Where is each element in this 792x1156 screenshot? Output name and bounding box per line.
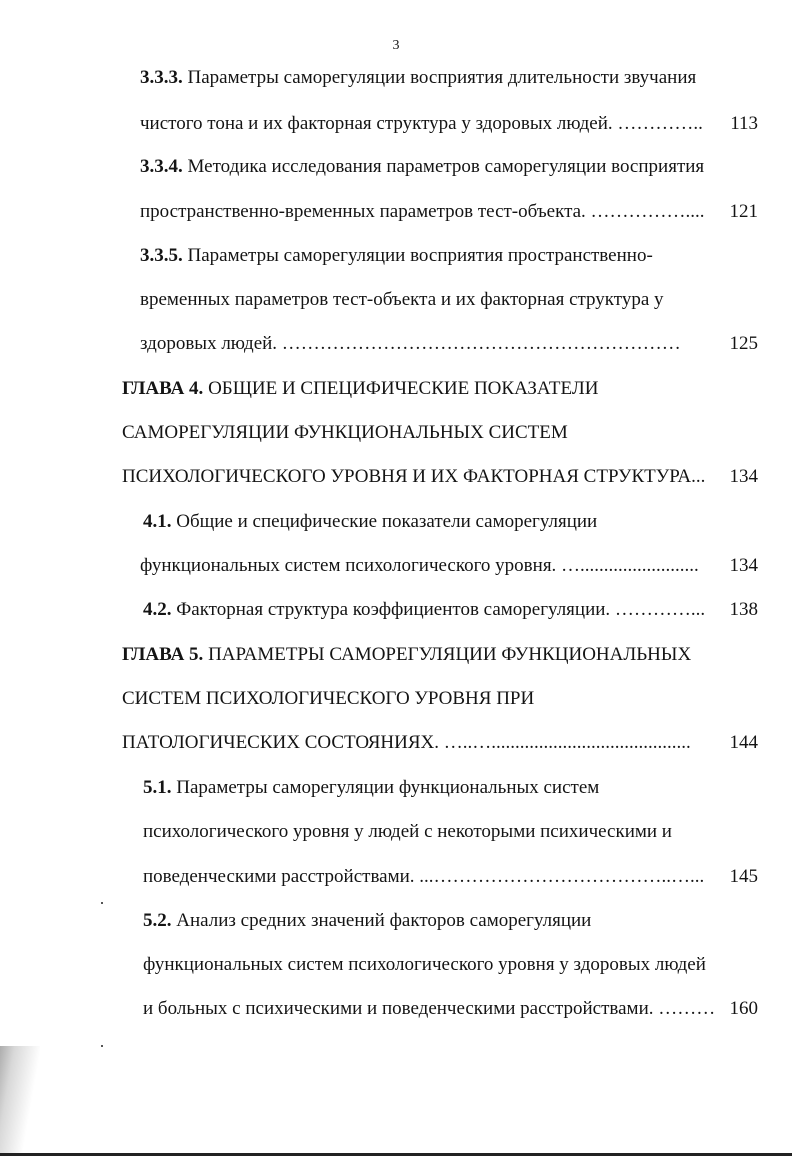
toc-entry-line: функциональных систем психологического уровня у здоровых людей	[143, 954, 706, 975]
toc-entry-line	[140, 244, 653, 268]
toc-entry-line: СИСТЕМ ПСИХОЛОГИЧЕСКОГО УРОВНЯ ПРИ	[122, 688, 535, 709]
entry-text: Факторная структура коэффициентов саморегуляции. …………...	[176, 599, 706, 620]
page-ref: 145	[729, 866, 758, 887]
toc-entry-line	[143, 909, 591, 933]
section-number: 4.2.	[143, 599, 172, 620]
scan-speck	[101, 1045, 103, 1047]
toc-entry-line: чистого тона и их факторная структура у здоровых людей. …………..	[140, 113, 703, 134]
scan-speck	[101, 902, 103, 904]
section-number: 5.1.	[143, 777, 172, 798]
toc-entry-line	[143, 510, 597, 534]
toc-entry-line	[143, 598, 705, 622]
entry-text: Параметры саморегуляции восприятия длительности звучания	[187, 67, 697, 88]
page-ref: 113	[730, 113, 758, 134]
entry-text: Методика исследования параметров саморегуляции восприятия	[187, 156, 705, 177]
chapter-number: ГЛАВА 4.	[122, 378, 204, 399]
page-ref: 121	[729, 201, 758, 222]
toc-entry-line	[140, 66, 696, 90]
page-number: 3	[392, 38, 400, 53]
section-number: 3.3.4.	[140, 156, 183, 177]
toc-entry-line: временных параметров тест-объекта и их факторная структура у	[140, 289, 664, 310]
toc-entry-line: функциональных систем психологического уровня. ….........................	[140, 555, 699, 576]
page-ref: 134	[729, 555, 758, 576]
section-number: 5.2.	[143, 910, 172, 931]
toc-entry-line: ПСИХОЛОГИЧЕСКОГО УРОВНЯ И ИХ ФАКТОРНАЯ СТРУКТУРА...	[122, 466, 706, 487]
scan-shadow	[0, 1046, 40, 1156]
entry-text: Параметры саморегуляции функциональных систем	[176, 777, 600, 798]
toc-entry-line	[122, 643, 691, 667]
page-ref: 134	[729, 466, 758, 487]
entry-text: ПАРАМЕТРЫ САМОРЕГУЛЯЦИИ ФУНКЦИОНАЛЬНЫХ	[208, 644, 692, 665]
toc-entry-line	[143, 776, 599, 800]
section-number: 4.1.	[143, 511, 172, 532]
entry-text: Анализ средних значений факторов саморегуляции	[176, 910, 592, 931]
chapter-number: ГЛАВА 5.	[122, 644, 204, 665]
toc-entry-line: психологического уровня у людей с некоторыми психическими и	[143, 821, 672, 842]
toc-entry-line	[122, 377, 598, 401]
page-ref: 160	[729, 998, 758, 1019]
section-number: 3.3.5.	[140, 245, 183, 266]
toc-entry-line	[140, 155, 704, 179]
entry-text: Общие и специфические показатели саморегуляции	[176, 511, 598, 532]
page-ref: 125	[729, 333, 758, 354]
toc-entry-line: и больных с психическими и поведенческими расстройствами. ………	[143, 998, 716, 1019]
toc-entry-line: пространственно-временных параметров тест-объекта. ……………....	[140, 201, 705, 222]
toc-entry-line: здоровых людей. ………………………………………………………	[140, 333, 681, 354]
entry-text: Параметры саморегуляции восприятия пространственно-	[187, 245, 653, 266]
page-ref: 144	[729, 732, 758, 753]
toc-entry-line: поведенческими расстройствами. ...………………………………..…...	[143, 866, 705, 887]
section-number: 3.3.3.	[140, 67, 183, 88]
toc-entry-line: САМОРЕГУЛЯЦИИ ФУНКЦИОНАЛЬНЫХ СИСТЕМ	[122, 422, 568, 443]
toc-entry-line: ПАТОЛОГИЧЕСКИХ СОСТОЯНИЯХ. …..…..........................................	[122, 732, 691, 753]
page-ref: 138	[729, 599, 758, 620]
entry-text: ОБЩИЕ И СПЕЦИФИЧЕСКИЕ ПОКАЗАТЕЛИ	[208, 378, 599, 399]
